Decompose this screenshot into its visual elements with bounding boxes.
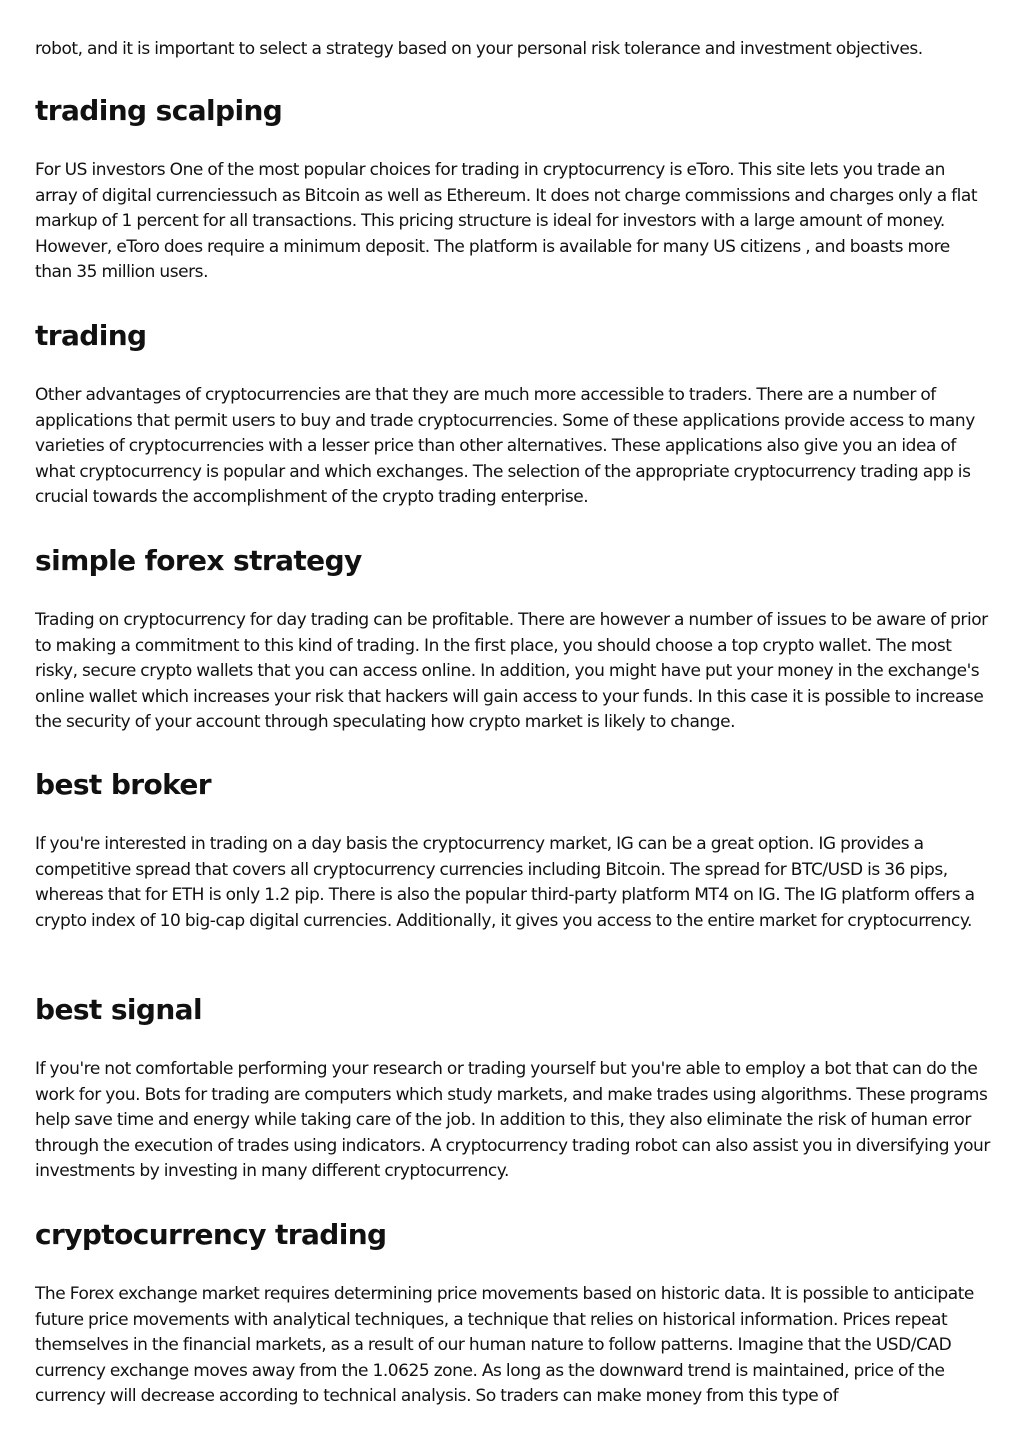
section-trading bbox=[35, 319, 990, 511]
section-cryptocurrency-trading bbox=[35, 1218, 990, 1410]
section-paragraph: The Forex exchange market requires determining price movements based on historic data. It is possible to anticipate future price movements with analytical techniques, a technique that relies on historical information. Prices repeat themselves in the financial markets, as a result of our human nature to follow patterns. Imagine that the USD/CAD currency exchange moves away from the 1.0625 zone. As long as the downward trend is maintained, price of the currency will decrease according to technical analysis. So traders can make money from this type of bbox=[35, 1284, 974, 1407]
section-best-broker bbox=[35, 768, 990, 934]
section-paragraph: Other advantages of cryptocurrencies are that they are much more accessible to traders. There are a number of applications that permit users to buy and trade cryptocurrencies. Some of these applications provide access to many varieties of cryptocurrencies with a lesser price than other alternatives. These applications also give you an idea of what cryptocurrency is popular and which exchanges. The selection of the appropriate cryptocurrency trading app is crucial towards the accomplishment of the crypto trading enterprise. bbox=[35, 385, 975, 508]
section-heading: trading bbox=[35, 319, 147, 352]
section-paragraph: If you're interested in trading on a day basis the cryptocurrency market, IG can be a great option. IG provides a competitive spread that covers all cryptocurrency currencies including Bitcoin. The spread for BTC/USD is 36 pips, whereas that for ETH is only 1.2 pip. There is also the popular third-party platform MT4 on IG. The IG platform offers a crypto index of 10 big-cap digital currencies. Additionally, it gives you access to the entire market for cryptocurrency. bbox=[35, 834, 975, 931]
section-heading: simple forex strategy bbox=[35, 544, 362, 577]
intro-paragraph: robot, and it is important to select a strategy based on your personal risk tolerance and investment objectives. bbox=[35, 39, 923, 59]
section-trading-scalping bbox=[35, 94, 990, 286]
section-heading: trading scalping bbox=[35, 94, 283, 127]
section-paragraph: For US investors One of the most popular choices for trading in cryptocurrency is eToro. This site lets you trade an array of digital currenciessuch as Bitcoin as well as Ethereum. It does not charge commissions and charges only a flat markup of 1 percent for all transactions. This pricing structure is ideal for investors with a large amount of money. However, eToro does require a minimum deposit. The platform is available for many US citizens , and boasts more than 35 million users. bbox=[35, 160, 978, 283]
section-heading: cryptocurrency trading bbox=[35, 1218, 387, 1251]
section-paragraph: Trading on cryptocurrency for day trading can be profitable. There are however a number of issues to be aware of prior to making a commitment to this kind of trading. In the first place, you should choose a top crypto wallet. The most risky, secure crypto wallets that you can access online. In addition, you might have put your money in the exchange's online wallet which increases your risk that hackers will gain access to your funds. In this case it is possible to increase the security of your account through speculating how crypto market is likely to change. bbox=[35, 610, 988, 733]
section-paragraph: If you're not comfortable performing your research or trading yourself but you're able to employ a bot that can do the work for you. Bots for trading are computers which study markets, and make trades using algorithms. These programs help save time and energy while taking care of the job. In addition to this, they also eliminate the risk of human error through the execution of trades using indicators. A cryptocurrency trading robot can also assist you in diversifying your investments by investing in many different cryptocurrency. bbox=[35, 1059, 990, 1182]
section-simple-forex-strategy bbox=[35, 544, 990, 736]
section-heading: best broker bbox=[35, 768, 211, 801]
section-heading: best signal bbox=[35, 993, 202, 1026]
section-best-signal bbox=[35, 993, 990, 1185]
